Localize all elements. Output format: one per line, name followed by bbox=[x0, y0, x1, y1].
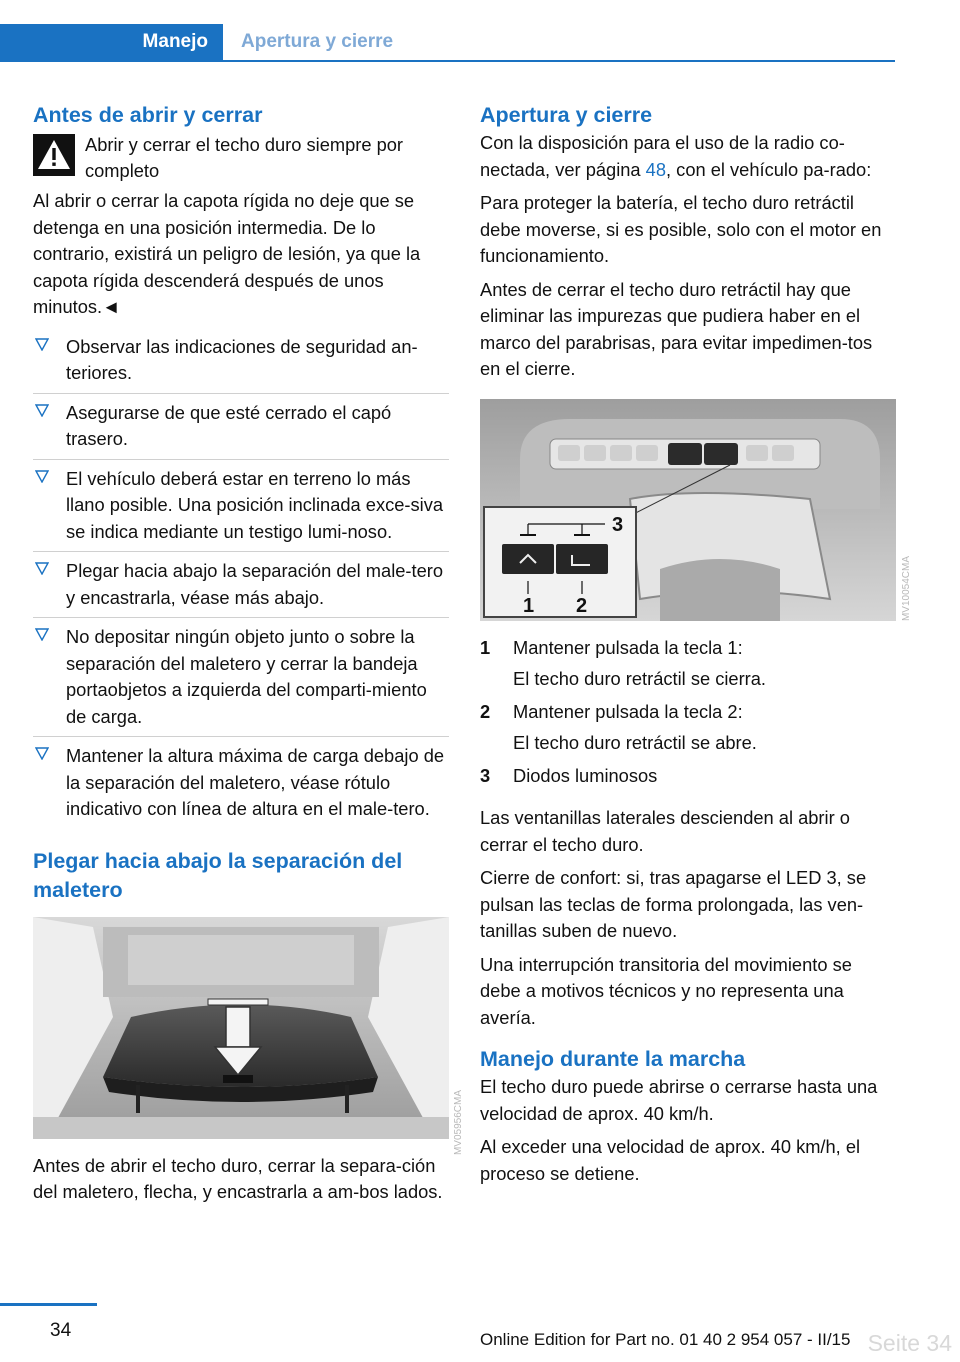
photo-code: MV05956CMA bbox=[453, 1090, 464, 1156]
speed-exceed-paragraph: Al exceder una velocidad de aprox. 40 km/h, el proceso se detiene. bbox=[480, 1136, 861, 1184]
triangle-bullet-icon bbox=[35, 403, 49, 417]
watermark: Seite 34 bbox=[867, 1330, 952, 1356]
callout-2: 2 bbox=[576, 594, 588, 617]
numbered-list bbox=[480, 635, 896, 790]
warning-text: Abrir y cerrar el techo duro siempre por completo bbox=[85, 134, 404, 181]
photo-caption: Antes de abrir el techo duro, cerrar la separa‐ción del maletero, flecha, y encastrarla a am‐bos lados. bbox=[33, 1154, 443, 1202]
chapter-tab[interactable]: Manejo bbox=[0, 24, 223, 60]
list-item: El vehículo deberá estar en terreno lo más llano posible. Una posición inclinada exce‐siva se indica mediante un testigo lumi‐noso. bbox=[33, 459, 449, 552]
page-header bbox=[0, 24, 895, 62]
triangle-bullet-icon bbox=[35, 627, 49, 641]
battery-paragraph: Para proteger la batería, el techo duro retráctil debe moverse, si es posible, solo con el motor en funcionamiento. bbox=[480, 192, 882, 266]
trunk-illustration bbox=[33, 917, 449, 1139]
checklist bbox=[33, 328, 449, 829]
left-column bbox=[33, 100, 464, 1213]
speed-paragraph: El techo duro puede abrirse o cerrarse hasta una velocidad de aprox. 40 km/h. bbox=[480, 1076, 878, 1124]
heading-while-driving: Manejo durante la marcha bbox=[480, 1047, 746, 1071]
warning-paragraph: Al abrir o cerrar la capota rígida no deje que se detenga en una posición intermedia. De lo contrario, existirá un peligro de lesión, ya que la capota rígida descenderá después de unos minutos.◄ bbox=[33, 190, 421, 317]
list-item: Asegurarse de que esté cerrado el capó trasero. bbox=[33, 393, 449, 459]
footer-rule bbox=[0, 1303, 97, 1306]
windows-paragraph: Las ventanillas laterales descienden al abrir o cerrar el techo duro. bbox=[480, 807, 850, 855]
list-item: No depositar ningún objeto junto o sobre la separación del maletero y cerrar la bandeja portaobjetos a izquierda del comparti‐miento de carga. bbox=[33, 617, 449, 736]
list-item: 3 Diodos luminosos bbox=[480, 764, 658, 786]
page-number: 34 bbox=[50, 1320, 72, 1341]
list-item-sub: El techo duro retráctil se cierra. bbox=[513, 668, 766, 689]
right-column bbox=[480, 100, 912, 1194]
header-rule bbox=[0, 60, 895, 62]
switch-panel-illustration bbox=[480, 399, 896, 621]
list-item: 2 Mantener pulsada la tecla 2: bbox=[480, 700, 743, 722]
page-link[interactable]: 48 bbox=[645, 158, 667, 180]
list-item: Observar las indicaciones de seguridad an‐teriores. bbox=[33, 328, 449, 393]
warning-triangle-icon bbox=[33, 134, 75, 176]
list-item: Plegar hacia abajo la separación del male‐tero y encastrarla, véase más abajo. bbox=[33, 551, 449, 617]
list-item: 1 Mantener pulsada la tecla 1: bbox=[480, 636, 743, 658]
heading-before-open-close: Antes de abrir y cerrar bbox=[33, 103, 263, 127]
photo-code: MV10054CMA bbox=[901, 556, 912, 622]
callout-3: 3 bbox=[612, 513, 624, 536]
triangle-bullet-icon bbox=[35, 746, 49, 760]
triangle-bullet-icon bbox=[35, 337, 49, 351]
interruption-paragraph: Una interrupción transitoria del movimiento se debe a motivos técnicos y no representa una avería. bbox=[480, 953, 852, 1028]
triangle-bullet-icon bbox=[35, 561, 49, 575]
warning-block bbox=[33, 132, 449, 184]
heading-open-close: Apertura y cierre bbox=[480, 103, 653, 127]
list-item: Mantener la altura máxima de carga debajo de la separación del maletero, véase rótulo indicativo con línea de altura en el male‐tero. bbox=[33, 736, 449, 829]
heading-fold-partition: Plegar hacia abajo la separación del maletero bbox=[33, 848, 403, 902]
trunk-partition-photo bbox=[33, 917, 449, 1139]
comfort-close-paragraph: Cierre de confort: si, tras apagarse el LED 3, se pulsan las teclas de forma prolongada, las ven‐tanillas suben de nuevo. bbox=[480, 867, 867, 941]
list-item-sub: El techo duro retráctil se abre. bbox=[513, 732, 757, 753]
section-title[interactable]: Apertura y cierre bbox=[241, 31, 394, 52]
radio-paragraph: Con la disposición para el uso de la radio co‐nectada, ver página 48, con el vehículo pa‐rado: bbox=[480, 132, 872, 180]
edition-text: Online Edition for Part no. 01 40 2 954 057 - II/15 bbox=[480, 1330, 851, 1349]
windshield-paragraph: Antes de cerrar el techo duro retráctil hay que eliminar las impurezas que pudiera haber en el marco del parabrisas, para evitar impedimen‐tos en el cierre. bbox=[480, 278, 873, 379]
switch-panel-photo bbox=[480, 399, 896, 621]
callout-1: 1 bbox=[523, 594, 535, 617]
triangle-bullet-icon bbox=[35, 469, 49, 483]
